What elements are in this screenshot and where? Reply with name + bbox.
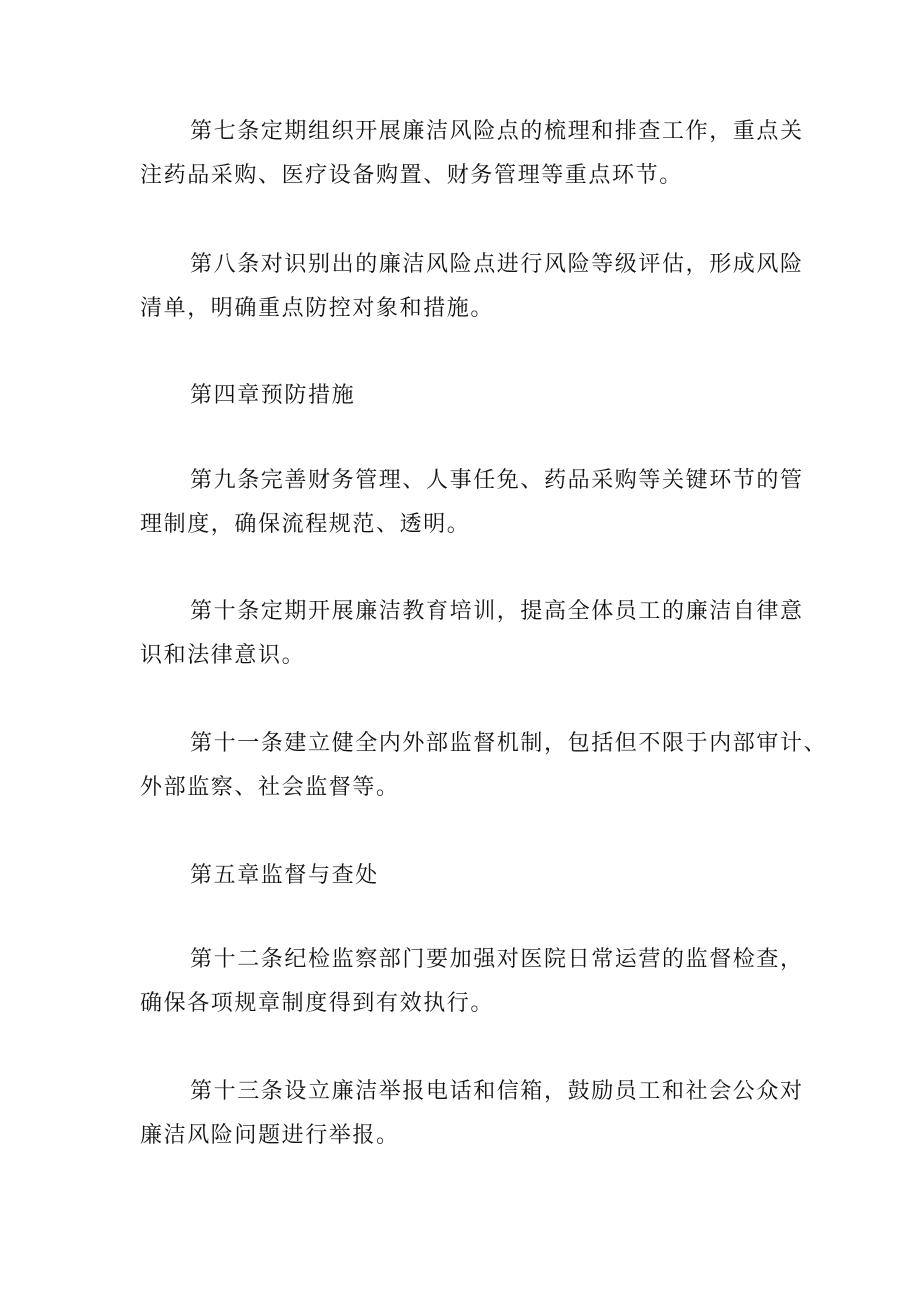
article-10-line-1: 第十条定期开展廉洁教育培训，提高全体员工的廉洁自律意 <box>190 599 804 624</box>
article-12-line-2: 确保各项规章制度得到有效执行。 <box>140 991 495 1016</box>
article-11 <box>140 722 828 810</box>
article-8-line-1: 第八条对识别出的廉洁风险点进行风险等级评估，形成风险 <box>190 252 804 277</box>
article-8-line-2: 清单，明确重点防控对象和措施。 <box>140 296 495 321</box>
article-9-line-2: 理制度，确保流程规范、透明。 <box>140 512 471 537</box>
article-8 <box>140 243 804 331</box>
article-10-line-2: 识和法律意识。 <box>140 643 306 668</box>
chapter-5-heading: 第五章监督与查处 <box>190 863 379 888</box>
article-12-line-1: 第十二条纪检监察部门要加强对医院日常运营的监督检查， <box>190 947 804 972</box>
article-7 <box>140 110 804 198</box>
article-7-line-1: 第七条定期组织开展廉洁风险点的梳理和排查工作，重点关 <box>190 119 804 144</box>
article-7-line-2: 注药品采购、医疗设备购置、财务管理等重点环节。 <box>140 163 683 188</box>
article-12 <box>140 938 804 1026</box>
article-9-line-1: 第九条完善财务管理、人事任免、药品采购等关键环节的管 <box>190 468 804 493</box>
article-13-line-2: 廉洁风险问题进行举报。 <box>140 1123 400 1148</box>
article-13 <box>140 1070 804 1158</box>
chapter-4-heading: 第四章预防措施 <box>190 383 356 408</box>
article-11-line-2: 外部监察、社会监督等。 <box>140 775 400 800</box>
article-13-line-1: 第十三条设立廉洁举报电话和信箱，鼓励员工和社会公众对 <box>190 1079 804 1104</box>
article-11-line-1: 第十一条建立健全内外部监督机制，包括但不限于内部审计、 <box>190 731 828 756</box>
article-9 <box>140 459 804 547</box>
article-10 <box>140 590 804 678</box>
